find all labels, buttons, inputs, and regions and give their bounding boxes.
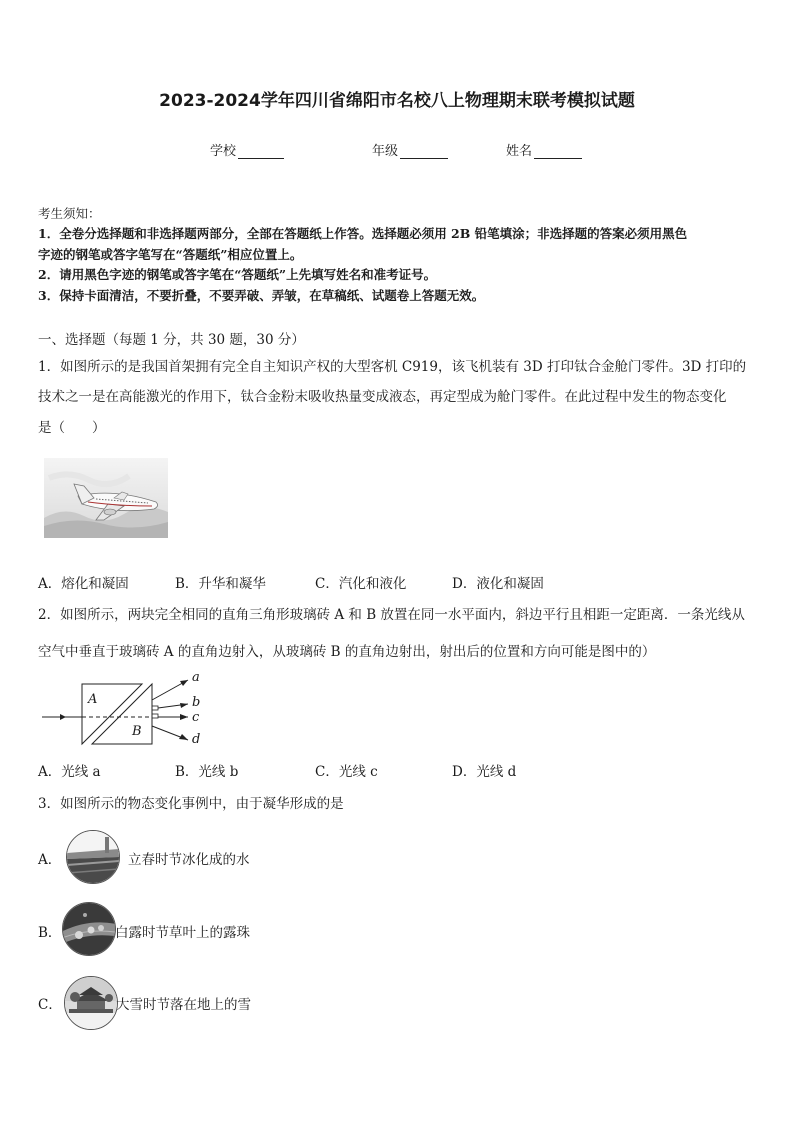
- notice-line-2: 2．请用黑色字迹的钢笔或答字笔在“答题纸”上先填写姓名和准考证号。: [38, 267, 437, 282]
- q2-stem-line-2: 空气中垂直于玻璃砖 A 的直角边射入，从玻璃砖 B 的直角边射出，射出后的位置和方向可能是图中的）: [38, 644, 656, 660]
- prism-diagram: [40, 670, 210, 752]
- q1-option-c[interactable]: C．汽化和液化: [315, 576, 407, 592]
- ray-d-label: d: [192, 732, 201, 747]
- ray-a-label: a: [192, 670, 200, 685]
- q2-stem-line-1: 2．如图所示，两块完全相同的直角三角形玻璃砖 A 和 B 放置在同一水平面内，斜边平行且相距一定距离．一条光线从: [38, 607, 745, 623]
- ray-b-label: b: [192, 695, 201, 710]
- q2-option-d[interactable]: D．光线 d: [452, 764, 517, 780]
- q1-option-a[interactable]: A．熔化和凝固: [38, 576, 129, 592]
- q3-stem: 3．如图所示的物态变化事例中，由于凝华形成的是: [38, 796, 344, 812]
- notice-heading: 考生须知：: [38, 206, 101, 221]
- notice-line-1a: 1．全卷分选择题和非选择题两部分，全部在答题纸上作答。选择题必须用 2B 铅笔填涂；非选择题的答案必须用黑色: [38, 226, 688, 241]
- grade-blank[interactable]: [400, 144, 448, 159]
- q3-option-b-label[interactable]: B．: [38, 925, 62, 941]
- q3-option-c-label[interactable]: C．: [38, 997, 62, 1013]
- q2-option-a[interactable]: A．光线 a: [38, 764, 101, 780]
- prism-b-label: B: [132, 724, 142, 739]
- dewdrop-photo: [62, 902, 116, 956]
- q1-stem-line-1: 1．如图所示的是我国首架拥有完全自主知识产权的大型客机 C919，该飞机装有 3D 打印钛合金舱门零件。3D 打印的: [38, 359, 747, 375]
- q1-option-b[interactable]: B．升华和凝华: [175, 576, 266, 592]
- name-field: [506, 140, 582, 159]
- name-label: 姓名: [506, 144, 533, 159]
- grade-field: [372, 140, 448, 159]
- school-label: 学校: [210, 144, 237, 159]
- q2-option-c[interactable]: C．光线 c: [315, 764, 378, 780]
- notice-line-3: 3．保持卡面清洁，不要折叠，不要弄破、弄皱，在草稿纸、试题卷上答题无效。: [38, 288, 485, 303]
- q3-option-b-text[interactable]: 白露时节草叶上的露珠: [115, 925, 250, 941]
- airplane-image: [44, 458, 168, 538]
- section-heading: 一、选择题（每题 1 分，共 30 题，30 分）: [38, 332, 305, 348]
- q2-option-b[interactable]: B．光线 b: [175, 764, 239, 780]
- q1-option-d[interactable]: D．液化和凝固: [452, 576, 544, 592]
- q1-stem-line-2: 技术之一是在高能激光的作用下，钛合金粉末吸收热量变成液态，再定型成为舱门零件。在此过程中发生的物态变化: [38, 389, 727, 405]
- q3-option-a-label[interactable]: A．: [38, 852, 62, 868]
- notice-line-1b: 字迹的钢笔或答字笔写在“答题纸”相应位置上。: [38, 247, 303, 262]
- snow-temple-photo: [64, 976, 118, 1030]
- name-blank[interactable]: [534, 144, 582, 159]
- prism-a-label: A: [88, 692, 98, 707]
- ray-c-label: c: [192, 710, 200, 725]
- school-field: [210, 140, 284, 159]
- ice-melting-photo: [66, 830, 120, 884]
- school-blank[interactable]: [238, 144, 284, 159]
- q3-option-c-text[interactable]: 大雪时节落在地上的雪: [116, 997, 251, 1013]
- grade-label: 年级: [372, 144, 399, 159]
- q3-option-a-text[interactable]: 立春时节冰化成的水: [128, 852, 250, 868]
- q1-stem-line-3: 是（ ）: [38, 420, 106, 436]
- exam-title: 2023-2024学年四川省绵阳市名校八上物理期末联考模拟试题: [159, 91, 635, 111]
